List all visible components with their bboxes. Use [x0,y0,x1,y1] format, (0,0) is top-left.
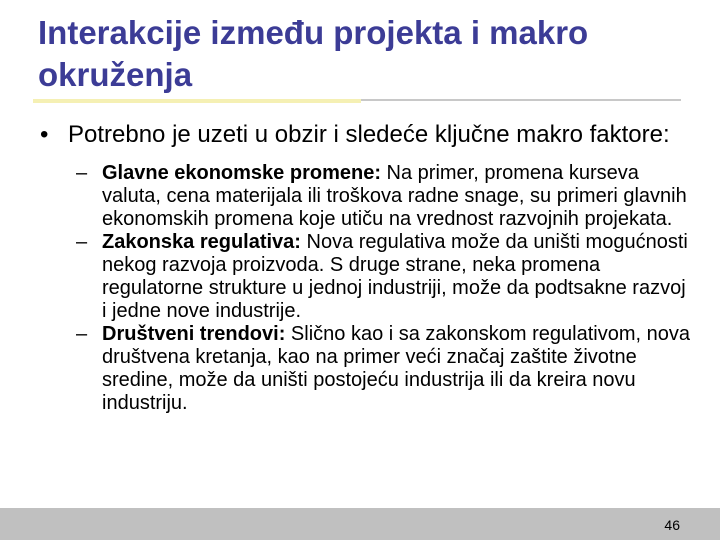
sub-bullet-term: Zakonska regulativa: [102,231,301,253]
main-bullet-text: Potrebno je uzeti u obzir i sledeće ključne makro faktore: [68,121,670,148]
slide-title: Interakcije između projekta i makro okruženja [38,14,589,93]
sub-bullet-economic [76,162,692,231]
title-divider-accent [33,99,361,103]
sub-bullet-regulation [76,231,692,323]
main-bullet [40,122,690,148]
bullet-marker: • [40,121,49,148]
dash-marker: – [76,231,88,253]
sub-bullet-term: Društveni trendovi: [102,323,286,345]
sub-bullet-term: Glavne ekonomske promene: [102,162,381,184]
dash-marker: – [76,323,88,345]
sub-bullet-text: Slično kao i sa zakonskom regulativom, nova društvena kretanja, kao na primer veći značaj zaštite životne sredine, može da uništi postojeću industrija ili da kreira novu industriju. [102,323,690,414]
slide-content [40,122,690,415]
sub-bullet-text: Na primer, promena kurseva valuta, cena materijala ili troškova radne snage, su primeri glavnih ekonomskih promena koje utiču na vrednost razvojnih projekata. [102,162,687,230]
sub-bullet-social [76,323,692,415]
sub-bullet-list [40,162,690,415]
dash-marker: – [76,162,88,184]
page-number: 46 [664,517,680,533]
sub-bullet-text: Nova regulativa može da uništi mogućnosti nekog razvoja proizvoda. S druge strane, neka promena regulatorne strukture u jednoj industriji, može da podtsakne razvoj i jedne nove industrije. [102,231,688,322]
footer-bar [0,508,720,540]
